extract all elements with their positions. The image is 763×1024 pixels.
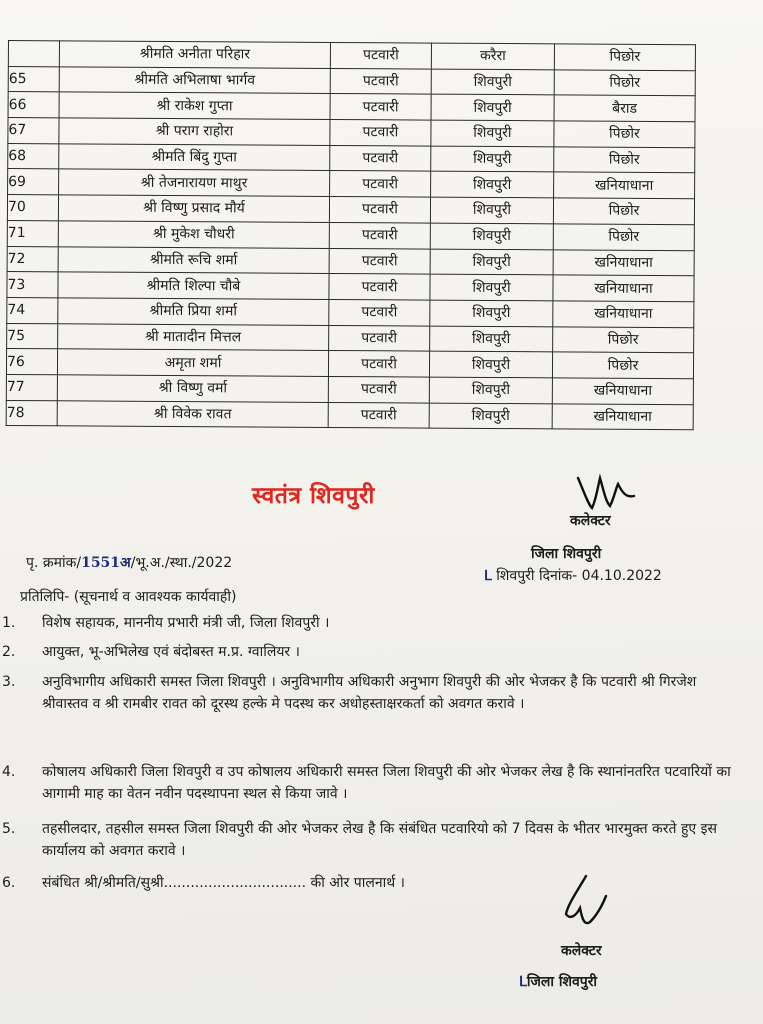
- copy-item-text: कोषालय अधिकारी जिला शिवपुरी व उप कोषालय अधिकारी समस्त जिला शिवपुरी की ओर भेजकर लेख है कि स्थानांनतरित पटवारियों का आगामी माह का वेतन नवीन पदस्थापना स्थल से किया जावे ।: [42, 764, 731, 802]
- from-location-cell: शिवपुरी: [430, 249, 553, 275]
- name-cell: श्री मुकेश चौधरी: [58, 221, 329, 248]
- serial-number-cell: 67: [8, 118, 59, 144]
- designation-cell: पटवारी: [329, 197, 430, 223]
- serial-number-cell: 65: [8, 66, 59, 92]
- from-location-cell: शिवपुरी: [431, 146, 554, 172]
- name-cell: श्रीमति अनीता परिहार: [59, 41, 330, 68]
- copy-item-number: 2.: [2, 644, 16, 660]
- copy-item-text: अनुविभागीय अधिकारी समस्त जिला शिवपुरी । अनुविभागीय अधिकारी अनुभाग शिवपुरी की ओर भेजकर है कि पटवारी श्री गिरजेश श्रीवास्तव व श्री रामबीर रावत को दूरस्थ हल्के मे पदस्थ कर अधोहस्ताक्षरकर्ता को अवगत करावे ।: [42, 674, 697, 712]
- transfer-table: [6, 40, 696, 431]
- designation-cell: पटवारी: [329, 325, 430, 351]
- to-location-cell: खनियाधाना: [552, 403, 693, 430]
- reference-prefix: पृ. क्रमांक/: [26, 555, 82, 571]
- name-cell: श्रीमति शिल्पा चौबे: [58, 272, 329, 299]
- designation-cell: पटवारी: [329, 248, 430, 274]
- name-cell: श्रीमति बिंदु गुप्ता: [59, 144, 330, 171]
- from-location-cell: शिवपुरी: [430, 326, 553, 352]
- signature-1-office: जिला शिवपुरी: [531, 546, 602, 562]
- from-location-cell: शिवपुरी: [429, 403, 552, 429]
- copy-item-number: 1.: [2, 615, 16, 631]
- to-location-cell: पिछोर: [552, 352, 693, 379]
- to-location-cell: पिछोर: [553, 224, 694, 251]
- name-cell: श्री विवेक रावत: [57, 400, 328, 427]
- signature-2-office-text: जिला शिवपुरी: [526, 974, 598, 990]
- reference-date-text: शिवपुरी दिनांक- 04.10.2022: [496, 568, 662, 584]
- copy-item-number: 3.: [2, 674, 16, 690]
- name-cell: श्रीमति रूचि शर्मा: [58, 246, 329, 273]
- table-row: [6, 400, 693, 430]
- name-cell: श्रीमति प्रिया शर्मा: [58, 298, 329, 325]
- from-location-cell: शिवपुरी: [429, 377, 552, 403]
- name-cell: श्री राकेश गुप्ता: [59, 92, 330, 119]
- to-location-cell: पिछोर: [554, 147, 695, 174]
- designation-cell: पटवारी: [330, 120, 431, 146]
- reference-number: [26, 554, 232, 572]
- reference-handwritten-suffix: अ: [120, 555, 131, 571]
- designation-cell: पटवारी: [330, 145, 431, 171]
- designation-cell: पटवारी: [329, 222, 430, 248]
- serial-number-cell: 78: [6, 400, 57, 426]
- name-cell: श्री तेजनारायण माथुर: [59, 169, 330, 196]
- copy-item-number: 6.: [2, 875, 16, 891]
- serial-number-cell: 74: [7, 297, 58, 323]
- designation-cell: पटवारी: [330, 68, 431, 94]
- designation-cell: पटवारी: [328, 351, 429, 377]
- serial-number-cell: 70: [7, 195, 58, 221]
- designation-cell: पटवारी: [328, 402, 429, 428]
- copy-list-item: [2, 872, 732, 894]
- copy-list-item: [2, 641, 722, 663]
- name-cell: अमृता शर्मा: [57, 349, 328, 376]
- to-location-cell: पिछोर: [554, 121, 695, 148]
- serial-number-cell: 75: [7, 323, 58, 349]
- to-location-cell: बैराड: [554, 95, 695, 122]
- from-location-cell: शिवपुरी: [431, 69, 554, 95]
- reference-suffix: /भू.अ./स्था./2022: [130, 555, 233, 571]
- signature-2-title: कलेक्टर: [561, 943, 602, 959]
- designation-cell: पटवारी: [330, 171, 431, 197]
- copy-list-item: [2, 818, 732, 862]
- from-location-cell: शिवपुरी: [430, 197, 553, 223]
- reference-date: [484, 567, 662, 585]
- from-location-cell: शिवपुरी: [431, 172, 554, 198]
- serial-number-cell: 66: [8, 92, 59, 118]
- transfer-table-body: [6, 41, 695, 431]
- signature-1-scribble: [572, 470, 642, 515]
- signature-2-scribble: [556, 870, 616, 940]
- copy-list-item: [2, 761, 742, 805]
- from-location-cell: करैरा: [431, 43, 554, 69]
- to-location-cell: खनियाधाना: [553, 249, 694, 276]
- to-location-cell: पिछोर: [554, 70, 695, 97]
- from-location-cell: शिवपुरी: [430, 300, 553, 326]
- signature-2-tick-mark: ᒪ: [519, 974, 527, 990]
- designation-cell: पटवारी: [328, 376, 429, 402]
- copy-item-text: तहसीलदार, तहसील समस्त जिला शिवपुरी की ओर भेजकर लेख है कि संबंधित पटवारियो को 7 दिवस के भीतर भारमुक्त करते हुए इस कार्यालय को अवगत करावे ।: [42, 821, 717, 859]
- name-cell: श्री विष्णु प्रसाद मौर्य: [58, 195, 329, 222]
- from-location-cell: शिवपुरी: [431, 120, 554, 146]
- serial-number-cell: 72: [7, 246, 58, 272]
- to-location-cell: खनियाधाना: [552, 378, 693, 405]
- to-location-cell: खनियाधाना: [554, 172, 695, 199]
- reference-handwritten-number: 1551: [81, 555, 121, 571]
- to-location-cell: खनियाधाना: [553, 275, 694, 302]
- copy-item-text: विशेष सहायक, माननीय प्रभारी मंत्री जी, जिला शिवपुरी ।: [42, 615, 330, 631]
- copy-list-item: [2, 671, 742, 715]
- to-location-cell: पिछोर: [553, 326, 694, 353]
- serial-number-cell: 71: [7, 220, 58, 246]
- designation-cell: पटवारी: [329, 274, 430, 300]
- copy-item-text: संबंधित श्री/श्रीमति/सुश्री................................ की ओर पालनार्थ ।: [42, 875, 405, 891]
- from-location-cell: शिवपुरी: [430, 274, 553, 300]
- serial-number-cell: 73: [7, 272, 58, 298]
- serial-number-cell: [8, 41, 59, 67]
- from-location-cell: शिवपुरी: [431, 94, 554, 120]
- serial-number-cell: 69: [8, 169, 59, 195]
- newspaper-stamp: स्वतंत्र शिवपुरी: [252, 483, 375, 509]
- from-location-cell: शिवपुरी: [429, 351, 552, 377]
- copy-item-number: 5.: [2, 821, 16, 837]
- serial-number-cell: 77: [6, 374, 57, 400]
- signature-2-office: [519, 973, 597, 991]
- to-location-cell: खनियाधाना: [553, 301, 694, 328]
- designation-cell: पटवारी: [330, 42, 431, 68]
- serial-number-cell: 68: [8, 143, 59, 169]
- reference-tick-mark: ᒪ: [484, 568, 492, 584]
- from-location-cell: शिवपुरी: [430, 223, 553, 249]
- signature-1-title: कलेक्टर: [570, 513, 611, 529]
- name-cell: श्री मातादीन मित्तल: [58, 323, 329, 350]
- name-cell: श्रीमति अभिलाषा भार्गव: [59, 67, 330, 94]
- to-location-cell: पिछोर: [554, 44, 695, 71]
- designation-cell: पटवारी: [330, 94, 431, 120]
- copy-heading: प्रतिलिपि- (सूचनार्थ व आवश्यक कार्यवाही): [20, 589, 237, 605]
- name-cell: श्री विष्णु वर्मा: [57, 375, 328, 402]
- name-cell: श्री पराग राहोरा: [59, 118, 330, 145]
- designation-cell: पटवारी: [329, 299, 430, 325]
- to-location-cell: पिछोर: [553, 198, 694, 225]
- copy-item-number: 4.: [2, 764, 16, 780]
- copy-list-item: [2, 612, 722, 634]
- serial-number-cell: 76: [6, 349, 57, 375]
- copy-item-text: आयुक्त, भू-अभिलेख एवं बंदोबस्त म.प्र. ग्वालियर ।: [42, 644, 300, 660]
